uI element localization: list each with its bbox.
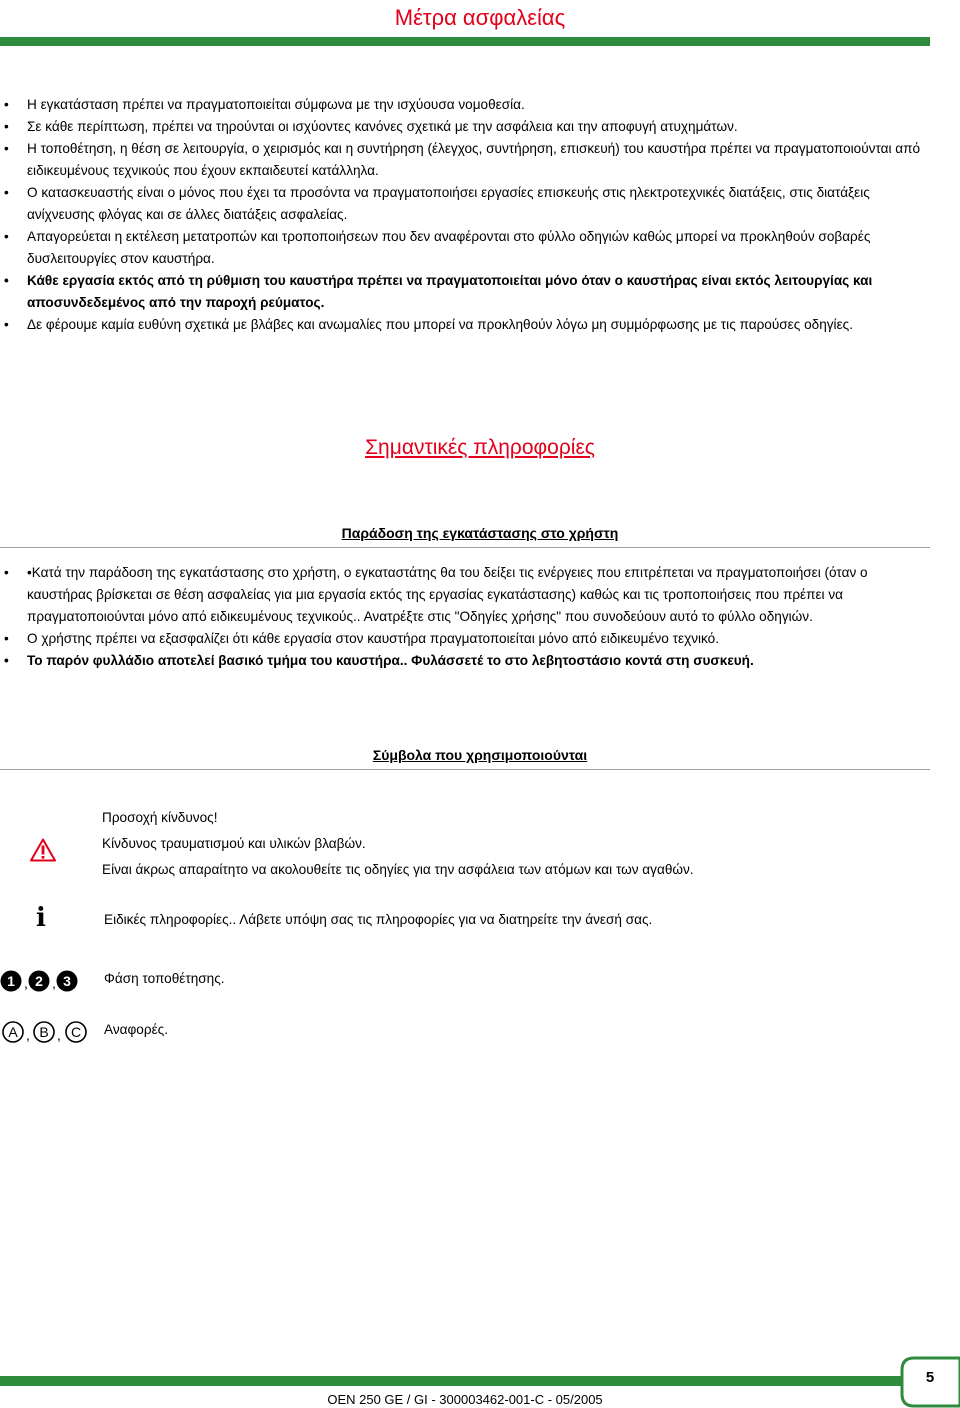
delivery-list <box>0 562 930 672</box>
separator: , <box>57 1027 61 1043</box>
warning-line: Προσοχή κίνδυνος! <box>102 810 218 825</box>
warning-triangle-icon <box>30 838 56 862</box>
delivery-heading: Παράδοση της εγκατάστασης στο χρήστη <box>341 525 619 541</box>
step-number-3: 3 <box>63 973 71 989</box>
safety-measures-list <box>0 94 930 336</box>
steps-text: Φάση τοποθέτησης. <box>104 971 225 986</box>
info-icon: i <box>36 903 46 933</box>
section-title: Σημαντικές πληροφορίες <box>365 436 595 459</box>
warning-line: Είναι άκρως απαραίτητο να ακολουθείτε τις οδηγίες για την ασφάλεια των ατόμων και των αγαθών. <box>102 862 694 877</box>
symbols-heading: Σύμβολα που χρησιμοποιούνται <box>372 747 588 763</box>
separator: , <box>26 1027 30 1043</box>
title-band <box>0 37 930 46</box>
divider <box>0 547 930 548</box>
list-item: • Απαγορεύεται η εκτέλεση μετατροπών και τροποποιήσεων που δεν αναφέρονται στο φύλλο οδηγιών καθώς μπορεί να προκληθούν σοβαρές δυσλειτουργίες στον καυστήρα. <box>0 226 930 270</box>
refs-text: Αναφορές. <box>104 1022 168 1037</box>
list-item: • Η εγκατάσταση πρέπει να πραγματοποιείται σύμφωνα με την ισχύουσα νομοθεσία. <box>0 94 930 116</box>
ref-letter-a: A <box>8 1024 18 1040</box>
list-item: • •Κατά την παράδοση της εγκατάστασης στο χρήστη, ο εγκαταστάτης θα του δείξει τις ενέργειες που επιτρέπεται να πραγματοποιήσει (όταν ο καυστήρας βρίσκεται σε θέση ασφαλείας για μια εργασία εκτός της εργασίας εγκατάστασης) καθώς και τις τροποποιήσεις που πρέπει να πραγματοποιούνται μόνο από ειδικευμένους τεχνικούς.. Ανατρέξτε στις "Οδηγίες χρήσης" που συνοδεύουν αυτό το φύλλο οδηγιών. <box>0 562 930 628</box>
separator: , <box>52 975 56 991</box>
list-item: • Ο κατασκευαστής είναι ο μόνος που έχει τα προσόντα να πραγματοποιήσει εργασίες επισκευής στις ηλεκτροτεχνικές διατάξεις, στις διατάξεις ανίχνευσης φλόγας και σε άλλες διατάξεις ασφαλείας. <box>0 182 930 226</box>
footer-band <box>0 1376 960 1386</box>
document-code: OEN 250 GE / GI - 300003462-001-C - 05/2005 <box>327 1392 603 1407</box>
lettered-references-icon <box>2 1019 90 1045</box>
numbered-steps-icon <box>0 968 80 994</box>
info-text: Ειδικές πληροφορίες.. Λάβετε υπόψη σας τις πληροφορίες για να διατηρείτε την άνεσή σας. <box>104 912 653 927</box>
ref-letter-b: B <box>39 1024 49 1040</box>
step-number-2: 2 <box>35 973 43 989</box>
step-number-1: 1 <box>7 973 15 989</box>
ref-letter-c: C <box>70 1024 82 1040</box>
divider <box>0 769 930 770</box>
list-item-bold: • Κάθε εργασία εκτός από τη ρύθμιση του καυστήρα πρέπει να πραγματοποιείται μόνο όταν ο καυστήρας είναι εκτός λειτουργίας και αποσυνδεδεμένος από την παροχή ρεύματος. <box>0 270 930 314</box>
list-item: • Σε κάθε περίπτωση, πρέπει να τηρούνται οι ισχύοντες κανόνες σχετικά με την ασφάλεια και την αποφυγή ατυχημάτων. <box>0 116 930 138</box>
list-item-bold: • Το παρόν φυλλάδιο αποτελεί βασικό τμήμα του καυστήρα.. Φυλάσσετέ το στο λεβητοστάσιο κοντά στη συσκευή. <box>0 650 930 672</box>
page-title: Μέτρα ασφαλείας <box>394 5 566 30</box>
separator: , <box>24 975 28 991</box>
list-item: • Ο χρήστης πρέπει να εξασφαλίζει ότι κάθε εργασία στον καυστήρα πραγματοποιείται μόνο από ειδικευμένο τεχνικό. <box>0 628 930 650</box>
list-item: • Δε φέρουμε καμία ευθύνη σχετικά με βλάβες και ανωμαλίες που μπορεί να προκληθούν λόγω μη συμμόρφωσης με τις παρούσες οδηγίες. <box>0 314 930 336</box>
list-item: • Η τοποθέτηση, η θέση σε λειτουργία, ο χειρισμός και η συντήρηση (έλεγχος, συντήρηση, επισκευή) του καυστήρα πρέπει να πραγματοποιούνται από ειδικευμένους τεχνικούς που έχουν εκπαιδευτεί κατάλληλα. <box>0 138 930 182</box>
warning-line: Κίνδυνος τραυματισμού και υλικών βλαβών. <box>102 836 366 851</box>
page-number: 5 <box>925 1369 935 1386</box>
